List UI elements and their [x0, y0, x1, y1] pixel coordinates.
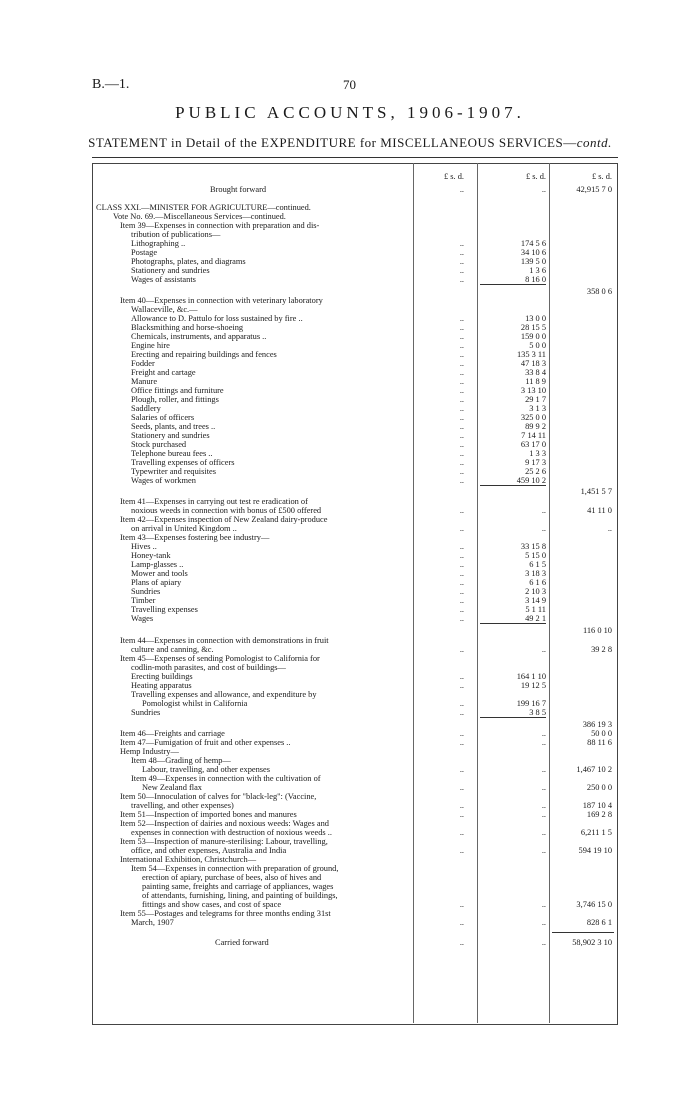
amount-c2: 135 3 11 [516, 350, 546, 359]
column-header-2: £ s. d. [525, 172, 546, 181]
row-label: Erecting buildings [131, 672, 193, 681]
row-label: Erecting and repairing buildings and fences [131, 350, 277, 359]
amount-c2: .. [541, 524, 546, 533]
amount-c1: .. [459, 614, 464, 623]
table-row [0, 542, 700, 551]
amount-c1: .. [459, 332, 464, 341]
row-label: Hives .. [131, 542, 157, 551]
amount-c1: .. [459, 708, 464, 717]
row-label: Pomologist whilst in California [142, 699, 248, 708]
table-row [0, 386, 700, 395]
amount-c2: .. [541, 938, 546, 947]
amount-c2: 33 8 4 [525, 368, 546, 377]
amount-c2: 29 1 7 [525, 395, 546, 404]
amount-c1: .. [459, 828, 464, 837]
amount-c1: .. [459, 645, 464, 654]
amount-c2: 2 10 3 [525, 587, 546, 596]
amount-c2: 199 16 7 [516, 699, 546, 708]
table-row [0, 864, 700, 873]
row-label: Sundries [131, 587, 161, 596]
table-row [0, 756, 700, 765]
table-row [0, 275, 700, 284]
table-row [0, 855, 700, 864]
row-label: Item 45—Expenses of sending Pomologist to California for [120, 654, 320, 663]
table-row [0, 497, 700, 506]
amount-c2: 1 3 3 [529, 449, 546, 458]
amount-c2: 6 1 6 [529, 578, 546, 587]
table-row [0, 729, 700, 738]
table-row [0, 720, 700, 729]
amount-c2: 1 3 6 [529, 266, 546, 275]
amount-c2: 28 15 5 [520, 323, 546, 332]
amount-c3: 250 0 0 [586, 783, 612, 792]
table-row [0, 350, 700, 359]
table-row [0, 900, 700, 909]
table-row [0, 596, 700, 605]
row-label: Sundries [131, 708, 161, 717]
amount-c2: 174 5 6 [520, 239, 546, 248]
row-label: Timber [131, 596, 156, 605]
row-label: Saddlery [131, 404, 161, 413]
row-label: tribution of publications— [131, 230, 221, 239]
amount-c3: .. [607, 524, 612, 533]
table-row [0, 654, 700, 663]
amount-c2: 3 14 9 [525, 596, 546, 605]
row-label: March, 1907 [131, 918, 174, 927]
table-row [0, 837, 700, 846]
table-row [0, 413, 700, 422]
amount-c1: .. [459, 413, 464, 422]
table-row [0, 305, 700, 314]
amount-c1: .. [459, 605, 464, 614]
amount-c2: .. [541, 506, 546, 515]
table-row [0, 605, 700, 614]
row-label: Photographs, plates, and diagrams [131, 257, 246, 266]
row-label: Item 51—Inspection of imported bones and manures [120, 810, 297, 819]
page-number: 70 [343, 77, 356, 92]
amount-c1: .. [459, 359, 464, 368]
row-label: Item 55—Postages and telegrams for three months ending 31st [120, 909, 331, 918]
amount-c1: .. [459, 377, 464, 386]
row-label: Telephone bureau fees .. [131, 449, 213, 458]
table-row [0, 431, 700, 440]
amount-c2: .. [541, 810, 546, 819]
row-label: Mower and tools [131, 569, 188, 578]
row-label: Item 54—Expenses in connection with preparation of ground, [131, 864, 339, 873]
amount-c2: 63 17 0 [520, 440, 546, 449]
amount-c2: 159 0 0 [520, 332, 546, 341]
row-label: Typewriter and requisites [131, 467, 216, 476]
table-row [0, 458, 700, 467]
amount-c1: .. [459, 431, 464, 440]
row-label: Wallaceville, &c.— [131, 305, 198, 314]
amount-c1: .. [459, 350, 464, 359]
amount-c2: 19 12 5 [520, 681, 546, 690]
table-row [0, 296, 700, 305]
table-row [0, 248, 700, 257]
subtotal-rule [480, 284, 546, 285]
row-label: Allowance to D. Pattulo for loss sustained by fire .. [131, 314, 303, 323]
amount-c1: .. [459, 368, 464, 377]
amount-c1: .. [459, 266, 464, 275]
amount-c2: 3 8 5 [529, 708, 546, 717]
row-label: erection of apiary, purchase of bees, also of hives and [142, 873, 322, 882]
table-row [0, 873, 700, 882]
table-row [0, 467, 700, 476]
table-row [0, 239, 700, 248]
row-label: Carried forward [215, 938, 269, 947]
row-label: Item 50—Innoculation of calves for "black-leg": (Vaccine, [120, 792, 317, 801]
row-label: Wages of assistants [131, 275, 196, 284]
amount-c1: .. [459, 458, 464, 467]
table-row [0, 341, 700, 350]
row-label: Wages of workmen [131, 476, 196, 485]
table-row [0, 626, 700, 635]
row-label: Wages [131, 614, 154, 623]
table-row [0, 221, 700, 230]
amount-c2: .. [541, 185, 546, 194]
amount-c1: .. [459, 386, 464, 395]
amount-c3: 1,451 5 7 [580, 487, 612, 496]
top-rule [92, 157, 618, 158]
table-row [0, 212, 700, 221]
table-row [0, 314, 700, 323]
row-label: Lithographing .. [131, 239, 186, 248]
row-label: Stock purchased [131, 440, 187, 449]
amount-c1: .. [459, 467, 464, 476]
table-row [0, 614, 700, 623]
row-label: on arrival in United Kingdom .. [131, 524, 237, 533]
amount-c1: .. [459, 449, 464, 458]
table-row [0, 368, 700, 377]
amount-c1: .. [459, 440, 464, 449]
amount-c2: .. [541, 783, 546, 792]
row-label: codlin-moth parasites, and cost of buildings— [131, 663, 286, 672]
table-row [0, 515, 700, 524]
amount-c3: 1,467 10 2 [576, 765, 612, 774]
row-label: Item 43—Expenses fostering bee industry— [120, 533, 270, 542]
subtotal-rule [480, 623, 546, 624]
table-row [0, 938, 700, 947]
row-label: Item 46—Freights and carriage [120, 729, 225, 738]
amount-c2: 34 10 6 [520, 248, 546, 257]
row-label: Engine hire [131, 341, 170, 350]
amount-c3: 50 0 0 [591, 729, 612, 738]
amount-c3: 116 0 10 [582, 626, 612, 635]
amount-c1: .. [459, 185, 464, 194]
row-label: Travelling expenses and allowance, and expenditure by [131, 690, 317, 699]
amount-c1: .. [459, 699, 464, 708]
amount-c2: .. [541, 846, 546, 855]
amount-c1: .. [459, 551, 464, 560]
amount-c2: 49 2 1 [525, 614, 546, 623]
amount-c3: 828 6 1 [586, 918, 612, 927]
table-row [0, 918, 700, 927]
amount-c1: .. [459, 524, 464, 533]
amount-c1: .. [459, 239, 464, 248]
amount-c1: .. [459, 404, 464, 413]
amount-c2: 459 10 2 [516, 476, 546, 485]
column-header-1: £ s. d. [443, 172, 464, 181]
row-label: Item 41—Expenses in carrying out test re eradication of [120, 497, 308, 506]
amount-c1: .. [459, 801, 464, 810]
amount-c1: .. [459, 900, 464, 909]
amount-c1: .. [459, 738, 464, 747]
amount-c1: .. [459, 918, 464, 927]
table-row [0, 449, 700, 458]
amount-c1: .. [459, 672, 464, 681]
row-label: Item 52—Inspection of dairies and noxious weeds: Wages and [120, 819, 329, 828]
amount-c2: .. [541, 738, 546, 747]
amount-c2: 8 16 0 [525, 275, 546, 284]
row-label: Item 42—Expenses inspection of New Zealand dairy-produce [120, 515, 328, 524]
row-label: Salaries of officers [131, 413, 195, 422]
row-label: Stationery and sundries [131, 431, 210, 440]
table-row [0, 681, 700, 690]
table-row [0, 708, 700, 717]
amount-c3: 41 11 0 [587, 506, 612, 515]
table-row [0, 476, 700, 485]
table-row [0, 828, 700, 837]
row-label: Chemicals, instruments, and apparatus .. [131, 332, 267, 341]
amount-c3: 187 10 4 [582, 801, 612, 810]
amount-c2: 89 9 2 [525, 422, 546, 431]
amount-c2: .. [541, 900, 546, 909]
amount-c1: .. [459, 275, 464, 284]
table-row [0, 323, 700, 332]
amount-c2: 6 1 5 [529, 560, 546, 569]
row-label: culture and canning, &c. [131, 645, 214, 654]
amount-c3: 594 19 10 [578, 846, 612, 855]
row-label: Plough, roller, and fittings [131, 395, 219, 404]
table-row [0, 690, 700, 699]
amount-c1: .. [459, 596, 464, 605]
amount-c3: 6,211 1 5 [580, 828, 612, 837]
table-row [0, 801, 700, 810]
table-row [0, 266, 700, 275]
amount-c2: 3 18 3 [525, 569, 546, 578]
row-label: Travelling expenses of officers [131, 458, 235, 467]
row-label: of attendants, furnishing, lining, and painting of buildings, [142, 891, 338, 900]
table-row [0, 774, 700, 783]
subtitle-main: STATEMENT in Detail of the EXPENDITURE for MISCELLANEOUS SERVICES— [88, 135, 577, 150]
amount-c1: .. [459, 810, 464, 819]
amount-c2: .. [541, 729, 546, 738]
row-label: fittings and show cases, and cost of space [142, 900, 282, 909]
statement-subtitle [0, 135, 700, 151]
table-row [0, 783, 700, 792]
row-label: Item 40—Expenses in connection with veterinary laboratory [120, 296, 323, 305]
table-row [0, 672, 700, 681]
table-row [0, 891, 700, 900]
amount-c2: 25 2 6 [525, 467, 546, 476]
amount-c1: .. [459, 476, 464, 485]
table-row [0, 792, 700, 801]
amount-c3: 386 19 3 [582, 720, 612, 729]
amount-c1: .. [459, 341, 464, 350]
row-label: Item 44—Expenses in connection with demonstrations in fruit [120, 636, 329, 645]
amount-c2: 139 5 0 [520, 257, 546, 266]
row-label: Item 47—Fumigation of fruit and other expenses .. [120, 738, 291, 747]
amount-c1: .. [459, 542, 464, 551]
table-row [0, 882, 700, 891]
table-row [0, 765, 700, 774]
table-row [0, 909, 700, 918]
amount-c2: 13 0 0 [525, 314, 546, 323]
amount-c3: 3,746 15 0 [576, 900, 612, 909]
row-label: Heating apparatus [131, 681, 192, 690]
table-row [0, 810, 700, 819]
amount-c2: 5 15 0 [525, 551, 546, 560]
amount-c3: 58,902 3 10 [572, 938, 612, 947]
table-row [0, 747, 700, 756]
row-label: Postage [131, 248, 158, 257]
amount-c1: .. [459, 257, 464, 266]
row-label: Labour, travelling, and other expenses [142, 765, 271, 774]
table-row [0, 663, 700, 672]
row-label: Hemp Industry— [120, 747, 179, 756]
page-title: PUBLIC ACCOUNTS, 1906-1907. [175, 103, 525, 122]
amount-c3: 169 2 8 [586, 810, 612, 819]
row-label: Lamp-glasses .. [131, 560, 184, 569]
table-row [0, 257, 700, 266]
row-label: Freight and cartage [131, 368, 196, 377]
subtotal-rule [480, 717, 546, 718]
table-row [0, 819, 700, 828]
amount-c2: .. [541, 645, 546, 654]
row-label: Item 48—Grading of hemp— [131, 756, 231, 765]
row-label: Vote No. 69.—Miscellaneous Services—continued. [113, 212, 286, 221]
amount-c2: .. [541, 918, 546, 927]
column-header-3: £ s. d. [591, 172, 612, 181]
table-row [0, 440, 700, 449]
table-row [0, 185, 700, 194]
row-label: Item 53—Inspection of manure-sterilising: Labour, travelling, [120, 837, 328, 846]
amount-c2: 47 18 3 [520, 359, 546, 368]
row-label: Office fittings and furniture [131, 386, 224, 395]
table-row [0, 422, 700, 431]
table-row [0, 699, 700, 708]
amount-c1: .. [459, 560, 464, 569]
amount-c1: .. [459, 587, 464, 596]
amount-c1: .. [459, 395, 464, 404]
row-label: Seeds, plants, and trees .. [131, 422, 216, 431]
row-label: International Exhibition, Christchurch— [120, 855, 257, 864]
table-row [0, 377, 700, 386]
row-label: Stationery and sundries [131, 266, 210, 275]
table-row [0, 578, 700, 587]
row-label: noxious weeds in connection with bonus of £500 offered [131, 506, 322, 515]
amount-c2: 7 14 11 [521, 431, 546, 440]
table-row [0, 560, 700, 569]
total-rule [552, 932, 614, 933]
row-label: Item 49—Expenses in connection with the cultivation of [131, 774, 321, 783]
row-label: Manure [131, 377, 158, 386]
subtotal-rule [480, 485, 546, 486]
amount-c2: 325 0 0 [520, 413, 546, 422]
row-label: travelling, and other expenses) [131, 801, 234, 810]
table-row [0, 506, 700, 515]
amount-c2: 33 15 8 [520, 542, 546, 551]
row-label: Travelling expenses [131, 605, 198, 614]
amount-c2: 11 8 9 [525, 377, 546, 386]
amount-c3: 88 11 6 [587, 738, 612, 747]
row-label: CLASS XXI.—MINISTER FOR AGRICULTURE—continued. [96, 203, 311, 212]
table-row [0, 395, 700, 404]
table-row [0, 533, 700, 542]
table-row [0, 230, 700, 239]
table-row [0, 587, 700, 596]
table-row [0, 551, 700, 560]
amount-c1: .. [459, 314, 464, 323]
table-row [0, 846, 700, 855]
table-row [0, 203, 700, 212]
row-label: Honey-tank [131, 551, 171, 560]
row-label: Fodder [131, 359, 155, 368]
table-row [0, 332, 700, 341]
amount-c2: 3 13 10 [520, 386, 546, 395]
amount-c2: 164 1 10 [516, 672, 546, 681]
amount-c1: .. [459, 248, 464, 257]
page-reference: B.—1. [92, 77, 130, 92]
amount-c2: 5 1 11 [525, 605, 546, 614]
amount-c3: 39 2 8 [591, 645, 612, 654]
table-row [0, 487, 700, 496]
amount-c2: .. [541, 801, 546, 810]
amount-c2: .. [541, 765, 546, 774]
row-label: New Zealand flax [142, 783, 202, 792]
row-label: Brought forward [210, 185, 267, 194]
amount-c2: .. [541, 828, 546, 837]
amount-c1: .. [459, 569, 464, 578]
amount-c1: .. [459, 422, 464, 431]
row-label: Blacksmithing and horse-shoeing [131, 323, 244, 332]
amount-c3: 42,915 7 0 [576, 185, 612, 194]
amount-c2: 5 0 0 [529, 341, 546, 350]
amount-c2: 9 17 3 [525, 458, 546, 467]
amount-c1: .. [459, 681, 464, 690]
table-row [0, 569, 700, 578]
amount-c1: .. [459, 578, 464, 587]
amount-c1: .. [459, 506, 464, 515]
amount-c1: .. [459, 938, 464, 947]
amount-c1: .. [459, 729, 464, 738]
row-label: Plans of apiary [131, 578, 182, 587]
row-label: office, and other expenses, Australia and India [131, 846, 287, 855]
table-row [0, 636, 700, 645]
amount-c1: .. [459, 846, 464, 855]
row-label: painting same, freights and carriage of appliances, wages [142, 882, 334, 891]
table-row [0, 287, 700, 296]
amount-c1: .. [459, 765, 464, 774]
row-label: expenses in connection with destruction of noxious weeds .. [131, 828, 332, 837]
table-row [0, 404, 700, 413]
amount-c1: .. [459, 783, 464, 792]
amount-c3: 358 0 6 [586, 287, 612, 296]
table-row [0, 645, 700, 654]
table-row [0, 524, 700, 533]
row-label: Item 39—Expenses in connection with preparation and dis- [120, 221, 320, 230]
table-row [0, 359, 700, 368]
amount-c1: .. [459, 323, 464, 332]
table-row [0, 738, 700, 747]
amount-c2: 3 1 3 [529, 404, 546, 413]
subtitle-contd: contd. [576, 135, 612, 150]
